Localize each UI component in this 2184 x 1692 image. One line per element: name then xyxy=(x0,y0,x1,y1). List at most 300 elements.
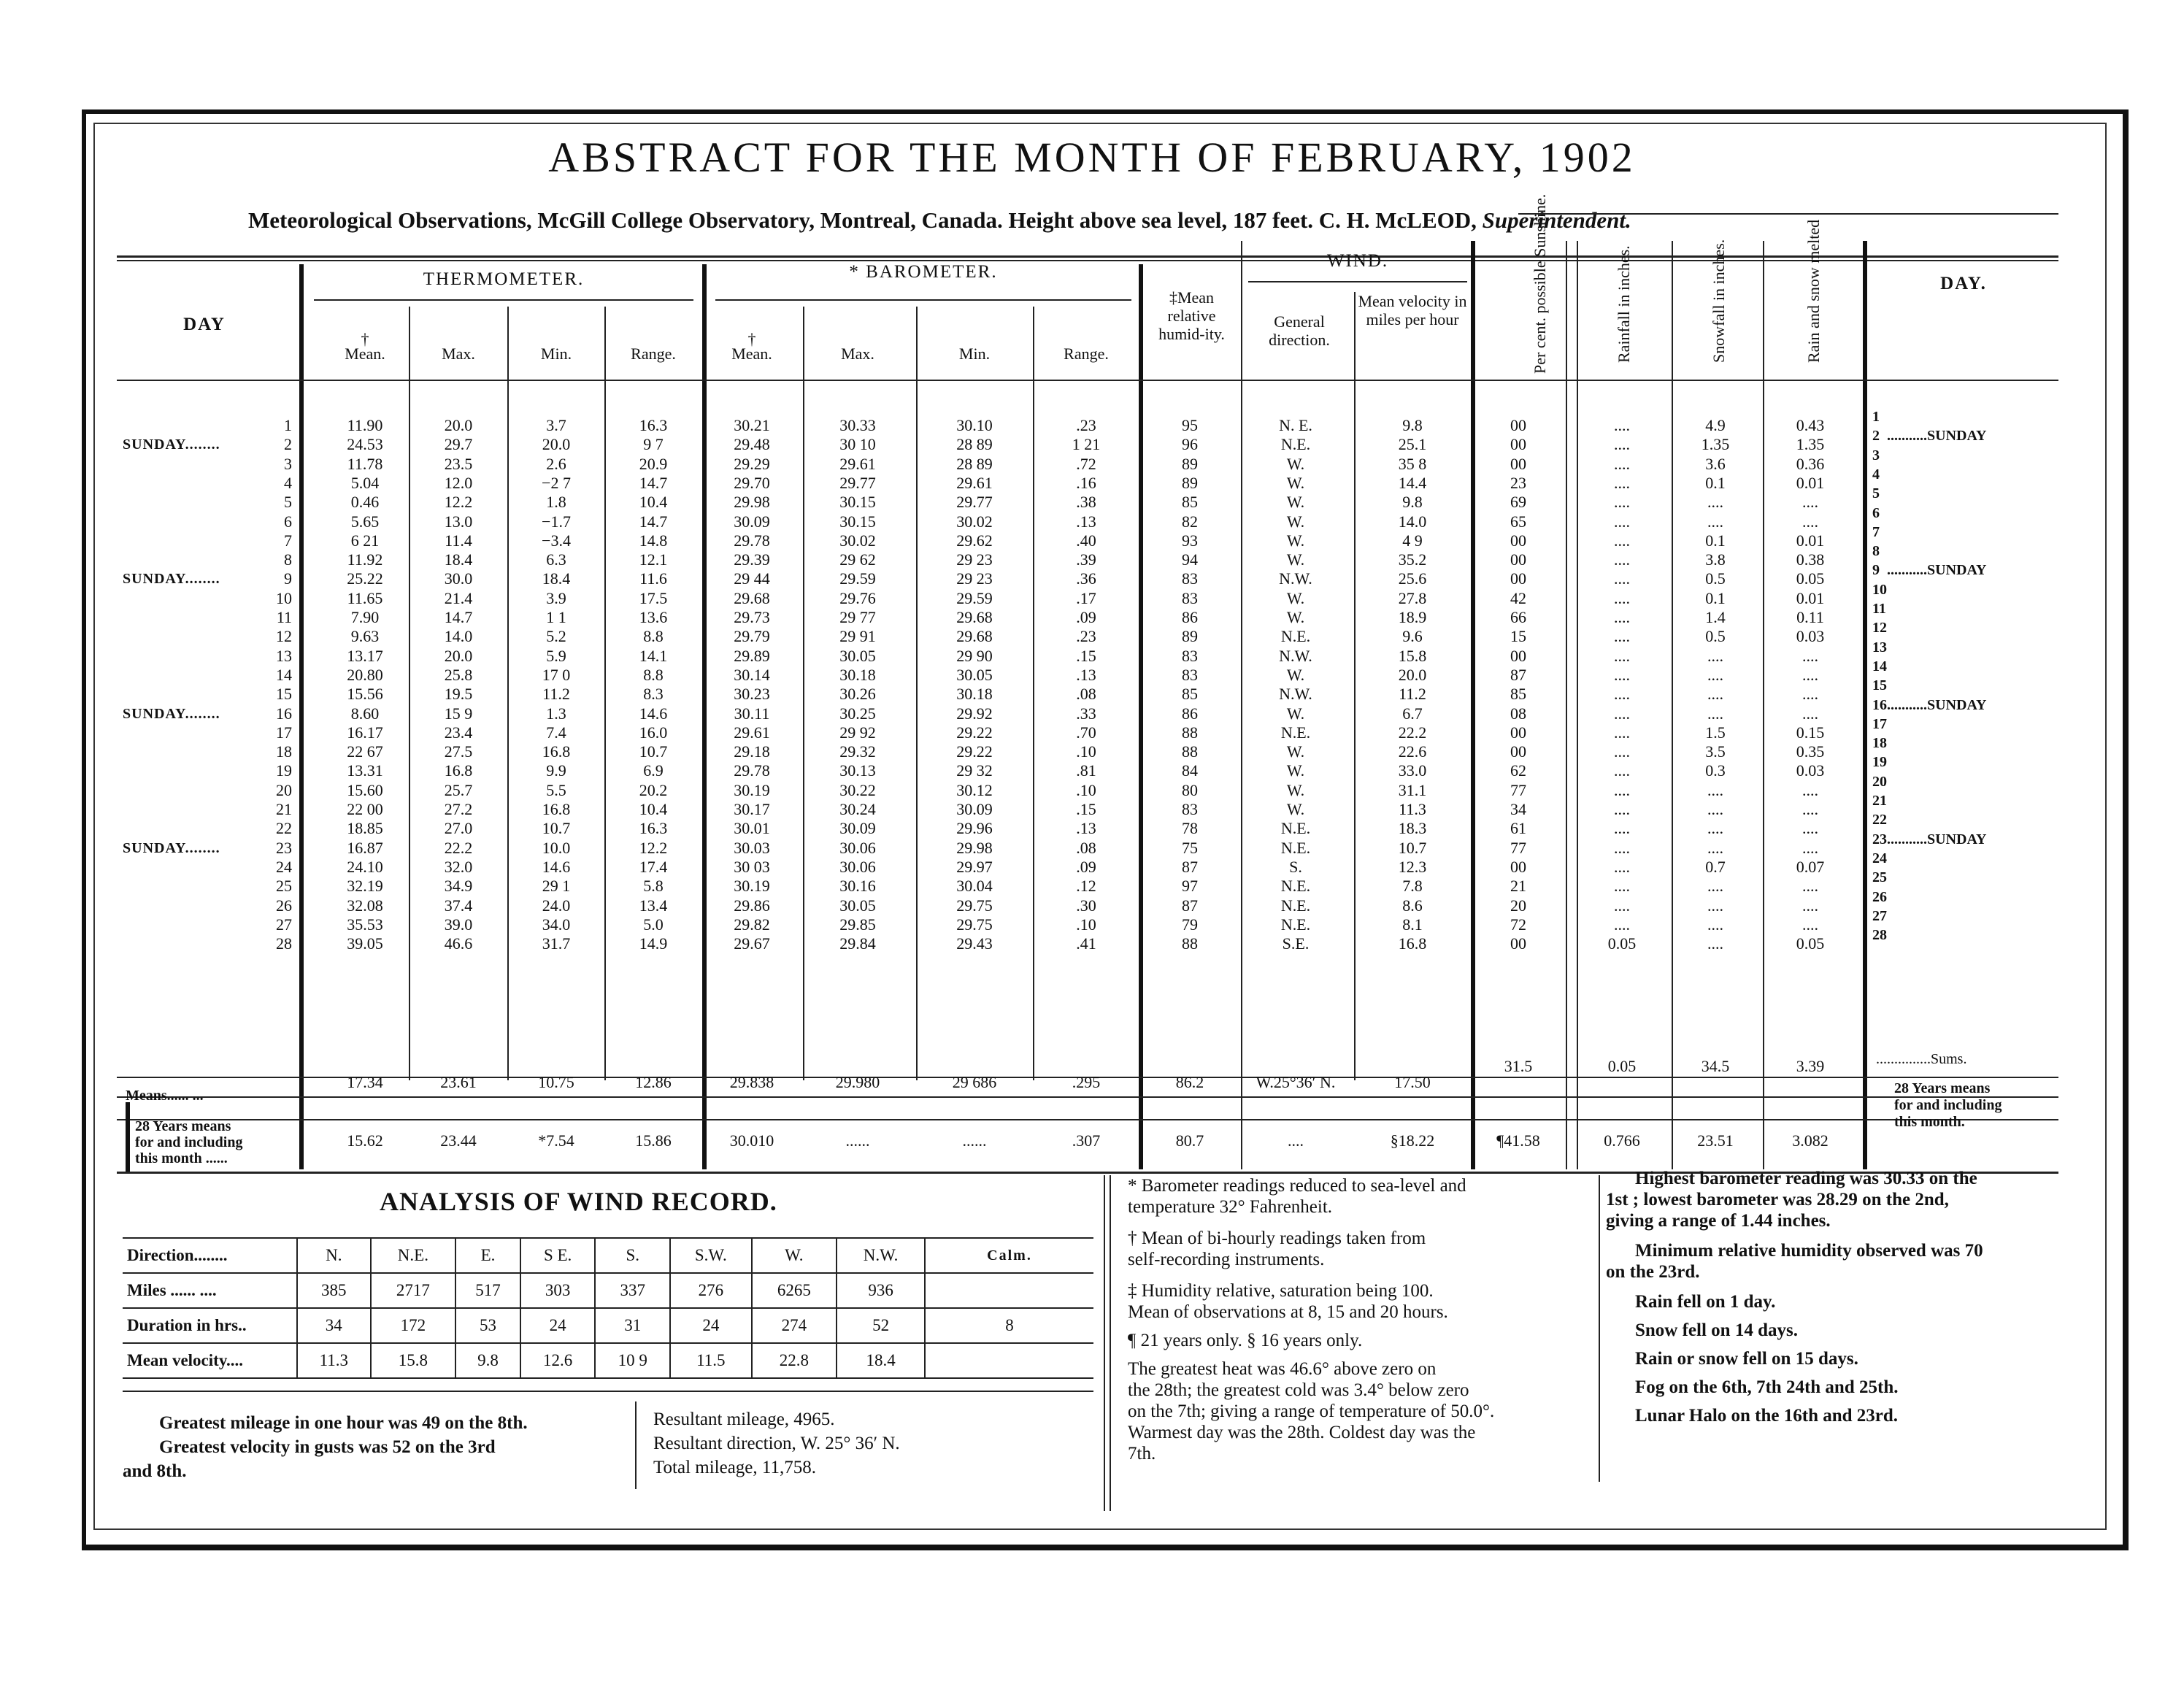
cell-rain: .... xyxy=(1614,531,1630,550)
cell-b-max: 29.59 xyxy=(839,569,876,588)
cell-rain: .... xyxy=(1614,838,1630,857)
cell-t-min: 14.6 xyxy=(542,857,571,876)
right-day-number: 26 xyxy=(1872,888,1887,905)
cell-b-mean: 29 44 xyxy=(734,569,770,588)
cell-b-max: 30.24 xyxy=(839,800,876,818)
cell-b-range: .17 xyxy=(1076,588,1096,607)
cell-snow: 0.5 xyxy=(1705,569,1726,588)
cell-t-range: 9 7 xyxy=(643,435,664,454)
cell-hum: 82 xyxy=(1182,512,1198,531)
years-means-right-label: 28 Years means xyxy=(1894,1080,1991,1096)
cell-t-min: 5.5 xyxy=(546,780,566,799)
humidity-header: ‡Mean relative humid-ity. xyxy=(1158,288,1225,343)
years-means-label: for and including xyxy=(135,1134,243,1150)
cell-hum: 83 xyxy=(1182,646,1198,665)
note-lunar-halo: Lunar Halo on the 16th and 23rd. xyxy=(1635,1406,1899,1426)
cell-snow: .... xyxy=(1707,493,1723,512)
cell-melt: .... xyxy=(1802,877,1818,896)
right-day-number: 9 xyxy=(1872,562,1880,579)
cell-t-max: 20.0 xyxy=(444,646,473,665)
right-day-number: 23 xyxy=(1872,831,1887,847)
cell-b-min: 28 89 xyxy=(956,454,993,473)
cell-melt: 1.35 xyxy=(1796,435,1825,454)
rule xyxy=(117,255,2058,258)
cell-t-range: 17.4 xyxy=(639,857,668,876)
rule xyxy=(123,1391,1093,1392)
cell-hum: 85 xyxy=(1182,685,1198,704)
cell-b-min: 29 23 xyxy=(956,569,993,588)
cell-sun: 15 xyxy=(1510,627,1526,646)
rule xyxy=(916,307,918,1080)
day-number: 9 xyxy=(284,569,292,588)
cell-t-mean: 35.53 xyxy=(347,915,383,934)
years-means-t-max: 23.44 xyxy=(440,1131,477,1150)
cell-t-max: 14.7 xyxy=(444,608,473,626)
cell-t-range: 13.4 xyxy=(639,896,668,915)
general-direction-header: General direction. xyxy=(1269,312,1330,349)
cell-vel: 8.1 xyxy=(1402,915,1423,934)
cell-t-max: 27.5 xyxy=(444,742,473,761)
cell-b-max: 30.26 xyxy=(839,685,876,704)
cell-b-max: 30.09 xyxy=(839,819,876,838)
cell-sun: 21 xyxy=(1510,877,1526,896)
cell-rain: .... xyxy=(1614,435,1630,454)
cell-b-min: 30.10 xyxy=(956,416,993,434)
cell-rain: .... xyxy=(1614,588,1630,607)
cell-b-mean: 29.67 xyxy=(734,934,770,953)
cell-t-min: 16.8 xyxy=(542,800,571,818)
cell-t-min: 10.0 xyxy=(542,838,571,857)
day-number: 2 xyxy=(284,435,292,454)
cell-b-mean: 29.82 xyxy=(734,915,770,934)
cell-vel: 6.7 xyxy=(1402,704,1423,723)
day-number: 21 xyxy=(276,800,292,818)
cell-b-range: .72 xyxy=(1076,454,1096,473)
cell-snow: 0.1 xyxy=(1705,531,1726,550)
cell-t-range: 12.1 xyxy=(639,550,668,569)
greatest-mileage-note: Greatest mileage in one hour was 49 on the 8th. xyxy=(159,1413,528,1433)
cell-b-range: .10 xyxy=(1076,742,1096,761)
cell-t-mean: 25.22 xyxy=(347,569,383,588)
sums-sunshine: 31.5 xyxy=(1504,1057,1533,1075)
cell-b-range: .30 xyxy=(1076,896,1096,915)
cell-t-mean: 11.78 xyxy=(347,454,383,473)
note-humidity: ‡ Humidity relative, saturation being 100. xyxy=(1128,1281,1434,1301)
cell-t-max: 46.6 xyxy=(444,934,473,953)
cell-rain: .... xyxy=(1614,896,1630,915)
rule xyxy=(117,260,2058,261)
cell-t-range: 14.7 xyxy=(639,473,668,492)
wind-cell: 31 xyxy=(595,1308,670,1343)
cell-t-min: 6.3 xyxy=(546,550,566,569)
cell-rain: .... xyxy=(1614,627,1630,646)
cell-melt: 0.01 xyxy=(1796,588,1825,607)
cell-b-min: 29.77 xyxy=(956,493,993,512)
cell-b-min: 29.68 xyxy=(956,608,993,626)
cell-dir: N.E. xyxy=(1280,877,1311,896)
cell-vel: 35.2 xyxy=(1398,550,1427,569)
cell-t-max: 34.9 xyxy=(444,877,473,896)
cell-vel: 25.1 xyxy=(1398,435,1427,454)
cell-b-range: .41 xyxy=(1076,934,1096,953)
cell-t-mean: 15.60 xyxy=(347,780,383,799)
cell-b-min: 30.05 xyxy=(956,665,993,684)
cell-melt: 0.01 xyxy=(1796,473,1825,492)
cell-b-min: 29.22 xyxy=(956,742,993,761)
day-number: 23 xyxy=(276,838,292,857)
cell-vel: 14.4 xyxy=(1398,473,1427,492)
cell-t-range: 14.7 xyxy=(639,512,668,531)
rule xyxy=(715,299,1131,301)
cell-vel: 18.3 xyxy=(1398,819,1427,838)
day-number: 22 xyxy=(276,819,292,838)
cell-t-min: 20.0 xyxy=(542,435,571,454)
wind-cell: 385 xyxy=(297,1273,371,1308)
wind-cell: 2717 xyxy=(371,1273,456,1308)
cell-b-max: 30.02 xyxy=(839,531,876,550)
cell-b-range: .13 xyxy=(1076,819,1096,838)
cell-t-max: 19.5 xyxy=(444,685,473,704)
rule xyxy=(1599,1175,1600,1482)
note-heat-cont: Warmest day was the 28th. Coldest day was the xyxy=(1128,1423,1476,1442)
years-means-t-min: *7.54 xyxy=(538,1131,574,1150)
cell-t-range: 8.8 xyxy=(643,627,664,646)
column-header-max: Max. xyxy=(442,345,475,363)
cell-melt: .... xyxy=(1802,838,1818,857)
cell-b-range: .23 xyxy=(1076,416,1096,434)
right-day-number: 4 xyxy=(1872,466,1880,482)
day-number: 5 xyxy=(284,493,292,512)
cell-t-range: 17.5 xyxy=(639,588,668,607)
cell-t-mean: 16.17 xyxy=(347,723,383,742)
cell-sun: 00 xyxy=(1510,723,1526,742)
right-day-number: 10 xyxy=(1872,581,1887,598)
cell-t-mean: 32.08 xyxy=(347,896,383,915)
cell-t-range: 8.8 xyxy=(643,665,664,684)
cell-b-range: .12 xyxy=(1076,877,1096,896)
cell-snow: 1.35 xyxy=(1701,435,1730,454)
wind-cell: 337 xyxy=(595,1273,670,1308)
right-day-number: 16 xyxy=(1872,696,1887,713)
cell-t-max: 22.2 xyxy=(444,838,473,857)
cell-dir: N.W. xyxy=(1279,685,1312,704)
cell-t-range: 6.9 xyxy=(643,761,664,780)
years-means-right-label: this month. xyxy=(1894,1114,1965,1130)
cell-dir: S.E. xyxy=(1282,934,1310,953)
cell-t-range: 14.1 xyxy=(639,646,668,665)
cell-b-max: 29.76 xyxy=(839,588,876,607)
wind-cell: 18.4 xyxy=(837,1343,925,1378)
cell-b-max: 30.05 xyxy=(839,896,876,915)
greatest-velocity-note-cont: and 8th. xyxy=(123,1461,187,1481)
cell-b-min: 29.75 xyxy=(956,896,993,915)
cell-t-max: 25.7 xyxy=(444,780,473,799)
cell-sun: 42 xyxy=(1510,588,1526,607)
cell-b-min: 29.97 xyxy=(956,857,993,876)
cell-hum: 75 xyxy=(1182,838,1198,857)
cell-snow: .... xyxy=(1707,896,1723,915)
note-barometer-high: Highest barometer reading was 30.33 on the xyxy=(1635,1169,1977,1188)
cell-b-min: 30.12 xyxy=(956,780,993,799)
cell-b-range: .23 xyxy=(1076,627,1096,646)
cell-rain: 0.05 xyxy=(1607,934,1637,953)
cell-rain: .... xyxy=(1614,761,1630,780)
note-heat: The greatest heat was 46.6° above zero on xyxy=(1128,1359,1437,1379)
right-day-number: 13 xyxy=(1872,639,1887,655)
cell-t-min: 11.2 xyxy=(542,685,570,704)
note-heat-cont: on the 7th; giving a range of temperature of 50.0°. xyxy=(1128,1401,1495,1421)
cell-t-mean: 39.05 xyxy=(347,934,383,953)
wind-cell: 34 xyxy=(297,1308,371,1343)
cell-t-max: 15 9 xyxy=(444,704,473,723)
cell-dir: N.E. xyxy=(1280,819,1311,838)
cell-t-min: 1 1 xyxy=(546,608,566,626)
cell-dir: W. xyxy=(1286,800,1305,818)
cell-hum: 86 xyxy=(1182,608,1198,626)
cell-b-max: 29.77 xyxy=(839,473,876,492)
sunday-label: SUNDAY........ xyxy=(123,839,220,856)
means-dir: W.25°36′ N. xyxy=(1256,1073,1336,1091)
cell-vel: 22.2 xyxy=(1398,723,1427,742)
wind-miles-row xyxy=(123,1273,1093,1308)
cell-snow: .... xyxy=(1707,685,1723,704)
day-number: 17 xyxy=(276,723,292,742)
mean-velocity-header: Mean velocity in miles per hour xyxy=(1358,292,1467,328)
cell-dir: W. xyxy=(1286,531,1305,550)
cell-t-mean: 11.90 xyxy=(347,416,383,434)
cell-vel: 22.6 xyxy=(1398,742,1427,761)
cell-t-max: 23.4 xyxy=(444,723,473,742)
cell-dir: N. E. xyxy=(1279,416,1312,434)
cell-b-max: 30.13 xyxy=(839,761,876,780)
cell-vel: 27.8 xyxy=(1398,588,1427,607)
cell-dir: W. xyxy=(1286,761,1305,780)
cell-sun: 77 xyxy=(1510,780,1526,799)
cell-b-min: 29.68 xyxy=(956,627,993,646)
means-t-mean: 17.34 xyxy=(347,1073,383,1091)
cell-vel: 14.0 xyxy=(1398,512,1427,531)
wind-cell: 172 xyxy=(371,1308,456,1343)
cell-hum: 86 xyxy=(1182,704,1198,723)
cell-b-max: 29 77 xyxy=(839,608,876,626)
wind-cell xyxy=(925,1273,1093,1308)
cell-rain: .... xyxy=(1614,416,1630,434)
wind-row-label: Miles ...... .... xyxy=(123,1273,297,1308)
cell-t-mean: 24.10 xyxy=(347,857,383,876)
cell-b-max: 30.25 xyxy=(839,704,876,723)
cell-sun: 00 xyxy=(1510,454,1526,473)
cell-t-range: 14.6 xyxy=(639,704,668,723)
cell-b-range: .13 xyxy=(1076,665,1096,684)
right-day-number: 1 xyxy=(1872,409,1880,425)
wind-calm-duration: 8 xyxy=(925,1308,1093,1343)
wind-cell: 10 9 xyxy=(595,1343,670,1378)
cell-sun: 00 xyxy=(1510,416,1526,434)
snowfall-header: Snowfall in inches. xyxy=(1710,239,1728,363)
right-sunday-label: ...........SUNDAY xyxy=(1887,831,1987,847)
note-rain-snow-days: Rain or snow fell on 15 days. xyxy=(1635,1349,1858,1369)
cell-snow: .... xyxy=(1707,934,1723,953)
cell-t-range: 20.9 xyxy=(639,454,668,473)
page-title: ABSTRACT FOR THE MONTH OF FEBRUARY, 1902 xyxy=(548,134,1636,181)
cell-t-max: 30.0 xyxy=(444,569,473,588)
cell-rain: .... xyxy=(1614,473,1630,492)
cell-b-mean: 29.70 xyxy=(734,473,770,492)
cell-b-mean: 29.29 xyxy=(734,454,770,473)
wind-cell: 52 xyxy=(837,1308,925,1343)
cell-hum: 84 xyxy=(1182,761,1198,780)
cell-melt: .... xyxy=(1802,819,1818,838)
years-means-sun: ¶41.58 xyxy=(1496,1131,1540,1150)
dagger-mark: † xyxy=(747,330,756,348)
cell-sun: 87 xyxy=(1510,665,1526,684)
cell-snow: .... xyxy=(1707,877,1723,896)
cell-vel: 9.8 xyxy=(1402,493,1423,512)
cell-dir: W. xyxy=(1286,742,1305,761)
cell-hum: 83 xyxy=(1182,588,1198,607)
cell-t-max: 16.8 xyxy=(444,761,473,780)
wind-dir-w: W. xyxy=(752,1238,837,1273)
cell-t-max: 32.0 xyxy=(444,857,473,876)
cell-sun: 08 xyxy=(1510,704,1526,723)
cell-b-mean: 30.01 xyxy=(734,819,770,838)
note-barometer: * Barometer readings reduced to sea-level and xyxy=(1128,1176,1466,1196)
day-number: 25 xyxy=(276,877,292,896)
wind-row-label: Direction........ xyxy=(123,1238,297,1273)
cell-dir: N.E. xyxy=(1280,915,1311,934)
right-day-number: 3 xyxy=(1872,447,1880,464)
day-number: 10 xyxy=(276,588,292,607)
cell-b-range: .81 xyxy=(1076,761,1096,780)
cell-t-max: 39.0 xyxy=(444,915,473,934)
cell-t-range: 13.6 xyxy=(639,608,668,626)
cell-t-min: 5.9 xyxy=(546,646,566,665)
cell-rain: .... xyxy=(1614,819,1630,838)
cell-sun: 00 xyxy=(1510,646,1526,665)
cell-rain: .... xyxy=(1614,915,1630,934)
day-number: 8 xyxy=(284,550,292,569)
cell-b-min: 30.02 xyxy=(956,512,993,531)
cell-melt: 0.03 xyxy=(1796,761,1825,780)
cell-b-max: 29.32 xyxy=(839,742,876,761)
right-day-number: 11 xyxy=(1872,601,1886,617)
thermometer-header: THERMOMETER. xyxy=(423,269,585,289)
cell-melt: .... xyxy=(1802,665,1818,684)
rule xyxy=(1033,307,1034,1080)
day-number: 12 xyxy=(276,627,292,646)
means-b-range: .295 xyxy=(1072,1073,1101,1091)
years-means-right-label: for and including xyxy=(1894,1097,2002,1113)
cell-b-min: 29.96 xyxy=(956,819,993,838)
cell-b-max: 30.15 xyxy=(839,512,876,531)
rule xyxy=(1518,213,2058,215)
cell-vel: 31.1 xyxy=(1398,780,1427,799)
day-header-right: DAY. xyxy=(1940,274,1987,293)
cell-t-max: 23.5 xyxy=(444,454,473,473)
cell-t-max: 25.8 xyxy=(444,665,473,684)
sunday-label: SUNDAY........ xyxy=(123,571,220,588)
resultant-mileage: Resultant mileage, 4965. xyxy=(653,1410,835,1429)
cell-melt: .... xyxy=(1802,685,1818,704)
wind-dir-ne: N.E. xyxy=(371,1238,456,1273)
right-day-number: 2 xyxy=(1872,428,1880,445)
cell-b-mean: 30.23 xyxy=(734,685,770,704)
cell-hum: 97 xyxy=(1182,877,1198,896)
wind-cell: 24 xyxy=(670,1308,751,1343)
cell-hum: 87 xyxy=(1182,896,1198,915)
cell-hum: 87 xyxy=(1182,857,1198,876)
cell-b-range: .08 xyxy=(1076,685,1096,704)
cell-t-range: 5.8 xyxy=(643,877,664,896)
cell-b-min: 30.09 xyxy=(956,800,993,818)
cell-dir: W. xyxy=(1286,512,1305,531)
cell-b-max: 29.85 xyxy=(839,915,876,934)
cell-vel: 12.3 xyxy=(1398,857,1427,876)
cell-b-max: 30 10 xyxy=(839,435,876,454)
day-number: 6 xyxy=(284,512,292,531)
cell-b-mean: 30.03 xyxy=(734,838,770,857)
cell-b-range: .39 xyxy=(1076,550,1096,569)
cell-b-range: .40 xyxy=(1076,531,1096,550)
cell-b-range: .09 xyxy=(1076,608,1096,626)
column-header-min: Min. xyxy=(540,345,572,363)
cell-hum: 89 xyxy=(1182,627,1198,646)
cell-t-min: −3.4 xyxy=(542,531,571,550)
rule xyxy=(126,1102,130,1172)
rule xyxy=(299,264,304,1169)
cell-t-mean: 24.53 xyxy=(347,435,383,454)
subtitle-role: Superintendent. xyxy=(1482,207,1631,233)
cell-t-min: 3.7 xyxy=(546,416,566,434)
cell-vel: 7.8 xyxy=(1402,877,1423,896)
column-header-range: Range. xyxy=(631,345,676,363)
cell-snow: 0.3 xyxy=(1705,761,1726,780)
cell-t-mean: 16.87 xyxy=(347,838,383,857)
cell-b-max: 29 92 xyxy=(839,723,876,742)
cell-hum: 94 xyxy=(1182,550,1198,569)
cell-rain: .... xyxy=(1614,742,1630,761)
rule xyxy=(117,1096,2058,1098)
rule xyxy=(1248,281,1467,282)
cell-melt: 0.07 xyxy=(1796,857,1825,876)
cell-t-range: 20.2 xyxy=(639,780,668,799)
wind-analysis-table xyxy=(123,1237,1093,1379)
cell-dir: N.E. xyxy=(1280,896,1311,915)
cell-b-mean: 30.19 xyxy=(734,877,770,896)
cell-t-range: 16.0 xyxy=(639,723,668,742)
sums-snow: 34.5 xyxy=(1701,1057,1730,1075)
wind-velocity-row xyxy=(123,1343,1093,1378)
note-mean-cont: self-recording instruments. xyxy=(1128,1250,1325,1269)
wind-calm-header: Calm. xyxy=(925,1238,1093,1273)
cell-hum: 95 xyxy=(1182,416,1198,434)
cell-b-mean: 30.11 xyxy=(734,704,770,723)
cell-b-min: 30.04 xyxy=(956,877,993,896)
cell-vel: 35 8 xyxy=(1398,454,1427,473)
cell-b-min: 29.98 xyxy=(956,838,993,857)
cell-hum: 85 xyxy=(1182,493,1198,512)
cell-b-range: .16 xyxy=(1076,473,1096,492)
cell-melt: 0.38 xyxy=(1796,550,1825,569)
cell-rain: .... xyxy=(1614,454,1630,473)
cell-b-max: 29 62 xyxy=(839,550,876,569)
cell-vel: 18.9 xyxy=(1398,608,1427,626)
cell-t-min: 34.0 xyxy=(542,915,571,934)
cell-snow: 0.1 xyxy=(1705,588,1726,607)
cell-sun: 20 xyxy=(1510,896,1526,915)
means-b-min: 29 686 xyxy=(952,1073,997,1091)
cell-b-mean: 30.14 xyxy=(734,665,770,684)
